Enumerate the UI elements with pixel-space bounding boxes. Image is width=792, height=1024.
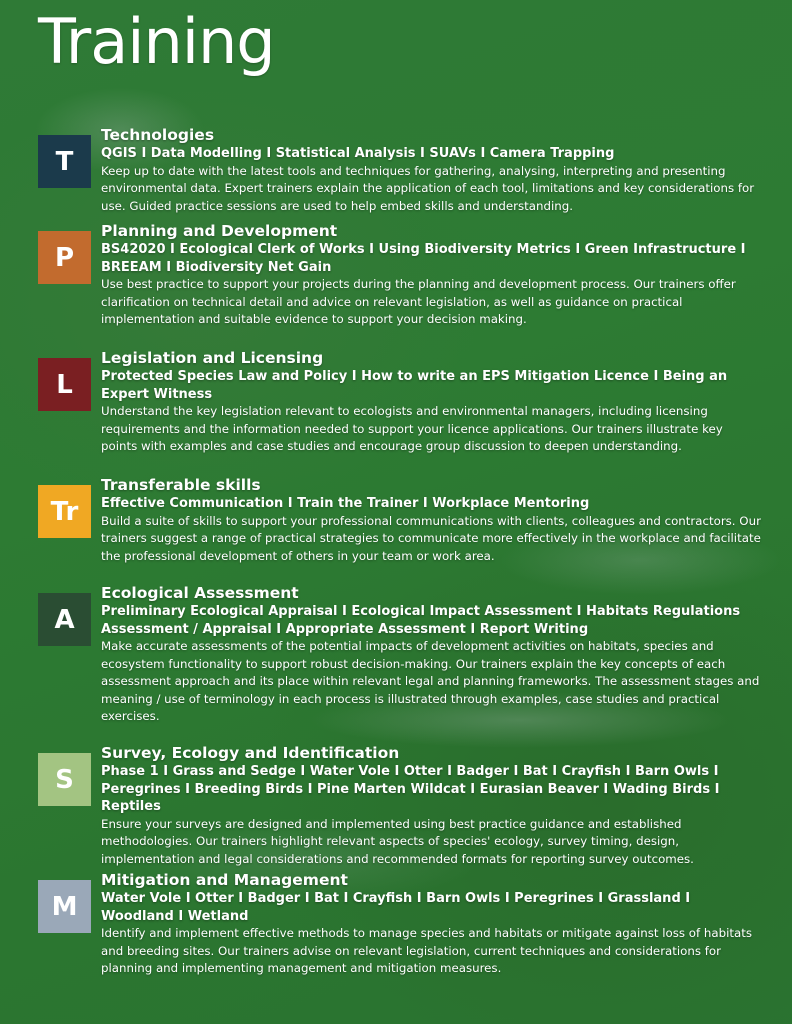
- section-topics: Protected Species Law and Policy I How to write an EPS Mitigation Licence I Being an Expert Witness: [101, 369, 728, 402]
- section-heading: Ecological Assessment: [101, 584, 299, 602]
- section-description: Ensure your surveys are designed and implemented using best practice guidance and established methodologies. Our trainers highlight relevant aspects of species' ecology, survey timing, design, implementation and legal considerations and recommended formats for reporting survey outcomes.: [101, 816, 694, 866]
- badge-m: M: [38, 880, 91, 933]
- section-topics: BS42020 I Ecological Clerk of Works I Using Biodiversity Metrics I Green Infrastructure I BREEAM I Biodiversity Net Gain: [101, 242, 746, 275]
- section-content: [101, 744, 762, 868]
- section-description: Keep up to date with the latest tools and techniques for gathering, analysing, interpreting and presenting environmental data. Expert trainers explain the application of each tool, limitations and key considerations for use. Guided practice sessions are used to help embed skills and understanding.: [101, 163, 755, 213]
- section-description: Use best practice to support your projects during the planning and development process. Our trainers offer clarification on technical detail and advice on relevant legislation, as well as guidance on practical implementation and suitable evidence to support your decision making.: [101, 277, 736, 326]
- badge-t: T: [38, 135, 91, 188]
- section-topics: Effective Communication I Train the Trainer I Workplace Mentoring: [101, 496, 590, 511]
- section-content: [101, 476, 762, 565]
- section-heading: Planning and Development: [101, 222, 338, 240]
- section-topics: Phase 1 I Grass and Sedge I Water Vole I Otter I Badger I Bat I Crayfish I Barn Owls I Peregrines I Breeding Birds I Pine Marten Wildcat I Eurasian Beaver I Wading Birds I Reptiles: [101, 764, 720, 814]
- section-content: [101, 222, 762, 329]
- section-content: [101, 584, 762, 726]
- section-description: Identify and implement effective methods to manage species and habitats or mitigate against loss of habitats and breeding sites. Our trainers advise on relevant legislation, current techniques and considerations for planning and implementing management and mitigation measures.: [101, 926, 753, 975]
- section-content: [101, 349, 762, 456]
- badge-s: S: [38, 753, 91, 806]
- section-content: [101, 126, 762, 215]
- section-heading: Mitigation and Management: [101, 871, 348, 889]
- section-content: [101, 871, 762, 978]
- section-heading: Transferable skills: [101, 476, 261, 494]
- section-description: Understand the key legislation relevant to ecologists and environmental managers, including licensing requirements and the information needed to support your licence applications. Our trainers illustrate key points with examples and case studies and encourage group discussion to deepen understanding.: [101, 404, 723, 453]
- section-topics: Water Vole I Otter I Badger I Bat I Crayfish I Barn Owls I Peregrines I Grassland I Woodland I Wetland: [101, 891, 691, 924]
- section-description: Build a suite of skills to support your professional communications with clients, colleagues and contractors. Our trainers suggest a range of practical strategies to communicate more effectively in the workplace and facilitate the professional development of others in your team or work area.: [101, 513, 761, 563]
- section-heading: Technologies: [101, 126, 215, 144]
- badge-tr: Tr: [38, 485, 91, 538]
- section-heading: Legislation and Licensing: [101, 349, 324, 367]
- badge-l: L: [38, 358, 91, 411]
- section-topics: QGIS I Data Modelling I Statistical Analysis I SUAVs I Camera Trapping: [101, 146, 615, 161]
- badge-p: P: [38, 231, 91, 284]
- section-description: Make accurate assessments of the potential impacts of development activities on habitats, species and ecosystem functionality to support robust decision-making. Our trainers explain the key concepts of each assessment approach and its place within relevant legal and planning frameworks. The assessment stages and meaning / use of terminology in each process is illustrated through examples, case studies and practical exercises.: [101, 639, 760, 723]
- badge-a: A: [38, 593, 91, 646]
- section-topics: Preliminary Ecological Appraisal I Ecological Impact Assessment I Habitats Regulations Assessment / Appraisal I Appropriate Assessment I Report Writing: [101, 604, 741, 637]
- page-title: Training: [38, 5, 275, 78]
- section-heading: Survey, Ecology and Identification: [101, 744, 400, 762]
